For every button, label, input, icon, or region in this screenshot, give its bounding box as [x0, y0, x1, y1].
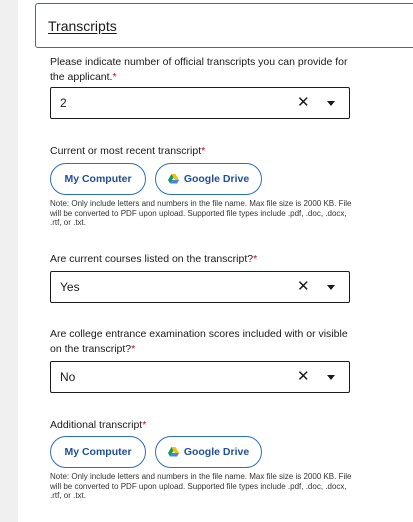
- current-courses-label: [50, 252, 360, 267]
- close-icon[interactable]: ✕: [297, 94, 310, 111]
- required-mark: *: [112, 71, 117, 83]
- chevron-down-icon[interactable]: [327, 375, 335, 380]
- upload-note: Note: Only include letters and numbers in the file name. Max file size is 2000 KB. File will be converted to PDF upon upload. Supported file types include .pdf, .doc, .docx, .rtf, or .txt.: [50, 472, 352, 501]
- exam-scores-label-text: Are college entrance examination scores included with or visible on the transcript?: [50, 328, 348, 355]
- additional-transcript-label: [50, 418, 360, 433]
- close-icon[interactable]: ✕: [297, 368, 310, 385]
- google-drive-button-label: Google Drive: [183, 173, 250, 185]
- section-title: Transcripts: [48, 18, 117, 34]
- upload-note: Note: Only include letters and numbers in the file name. Max file size is 2000 KB. File will be converted to PDF upon upload. Supported file types include .pdf, .doc, .docx, .rtf, or .txt.: [50, 199, 352, 228]
- transcript-count-label-text: Please indicate number of official transcripts you can provide for the applicant.: [50, 56, 348, 83]
- current-transcript-label-text: Current or most recent transcript: [50, 145, 202, 157]
- transcript-count-value: 2: [60, 96, 67, 110]
- current-transcript-label: [50, 144, 360, 159]
- required-mark: *: [142, 419, 147, 431]
- google-drive-button[interactable]: [155, 163, 262, 195]
- my-computer-button[interactable]: [50, 436, 146, 468]
- current-courses-select[interactable]: [50, 271, 350, 303]
- chevron-down-icon[interactable]: [327, 101, 335, 106]
- required-mark: *: [201, 145, 206, 157]
- google-drive-button[interactable]: [155, 436, 262, 468]
- transcript-count-label: [50, 55, 360, 85]
- google-drive-icon: [168, 447, 179, 457]
- transcript-count-select[interactable]: [50, 87, 350, 119]
- chevron-down-icon[interactable]: [327, 285, 335, 290]
- exam-scores-label: [50, 327, 360, 357]
- my-computer-button[interactable]: [50, 163, 146, 195]
- additional-transcript-label-text: Additional transcript: [50, 419, 143, 431]
- google-drive-button-label: Google Drive: [183, 446, 250, 458]
- my-computer-button-label: My Computer: [64, 173, 132, 185]
- required-mark: *: [253, 253, 258, 265]
- current-courses-value: Yes: [60, 280, 80, 294]
- current-courses-label-text: Are current courses listed on the transcript?: [50, 253, 254, 265]
- section-header-transcripts[interactable]: [35, 3, 413, 48]
- exam-scores-value: No: [60, 370, 76, 384]
- my-computer-button-label: My Computer: [64, 446, 132, 458]
- close-icon[interactable]: ✕: [297, 278, 310, 295]
- required-mark: *: [131, 343, 136, 355]
- exam-scores-select[interactable]: [50, 361, 350, 393]
- google-drive-icon: [168, 174, 179, 184]
